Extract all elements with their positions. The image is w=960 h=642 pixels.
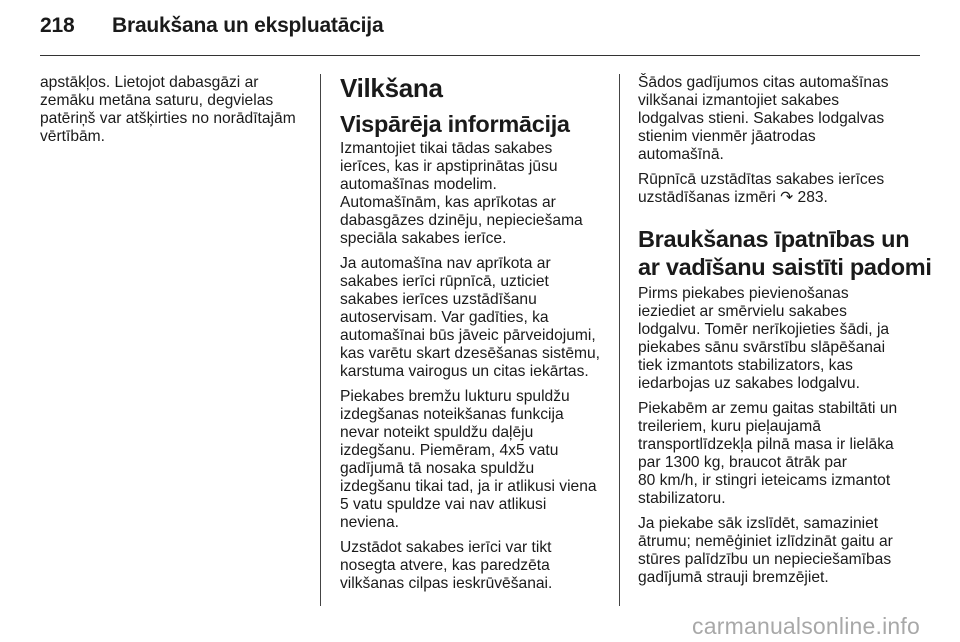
column-3: [638, 74, 932, 594]
paragraph: [340, 388, 610, 532]
text-line: Automašīnām, kas aprīkotas ar: [340, 194, 556, 211]
text-line: treileriem, kuru pieļaujamā: [638, 418, 821, 435]
text-line: izdegšanu tikai tad, ja ir atlikusi viena: [340, 478, 597, 495]
paragraph: [340, 140, 610, 248]
subsection-heading: [638, 225, 932, 281]
text-line: speciāla sakabes ierīce.: [340, 230, 507, 247]
text-line: ieziediet ar smērvielu sakabes: [638, 303, 847, 320]
text-line: Pirms piekabes pievienošanas: [638, 285, 849, 302]
text-line: Piekabes bremžu lukturu spuldžu: [340, 388, 570, 405]
text-line: tiek izmantots stabilizators, kas: [638, 357, 853, 374]
text-line: piekabes sānu svārstību slāpēšanai: [638, 339, 886, 356]
text-line: par 1300 kg, braucot ātrāk par: [638, 454, 847, 471]
text-line: izdegšanas noteikšanas funkcija: [340, 406, 564, 423]
text-line: patēriņš var atšķirties no norādītajām: [40, 110, 296, 127]
paragraph: [40, 74, 310, 146]
text-line: Ja piekabe sāk izslīdēt, samaziniet: [638, 515, 879, 532]
text-line: 80 km/h, ir stingri ieteicams izmantot: [638, 472, 891, 489]
text-line: sakabes ierīci rūpnīcā, uzticiet: [340, 273, 549, 290]
text-line: automašīnai būs jāveic pārveidojumi,: [340, 327, 596, 344]
column-1: [40, 74, 310, 153]
text-line: transportlīdzekļa pilnā masa ir lielāka: [638, 436, 894, 453]
paragraph: [638, 171, 923, 207]
text-line: sakabes ierīces uzstādīšanu: [340, 291, 537, 308]
text-line: lodgalvu. Tomēr nerīkojieties šādi, ja: [638, 321, 890, 338]
text-line: stabilizatoru.: [638, 490, 726, 507]
text-line: vilkšanas cilpas ieskrūvēšanai.: [340, 575, 553, 592]
text-line: automašīnā.: [638, 146, 724, 163]
text-line: Šādos gadījumos citas automašīnas: [638, 74, 889, 91]
paragraph: [340, 255, 610, 381]
text-line: iedarbojas uz sakabes lodgalvu.: [638, 375, 860, 392]
text-line: Rūpnīcā uzstādītas sakabes ierīces: [638, 171, 885, 188]
header-rule: [40, 55, 920, 56]
text-line: stūres palīdzību un nepieciešamības: [638, 551, 892, 568]
text-line: gadījumā tā nosaka spuldžu: [340, 460, 535, 477]
column-divider-1: [320, 74, 321, 606]
text-line: karstuma vairogus un citas iekārtas.: [340, 363, 589, 380]
page-header: [40, 14, 383, 38]
text-line: neviena.: [340, 514, 399, 531]
text-line: vilkšanai izmantojiet sakabes: [638, 92, 840, 109]
text-line: Piekabēm ar zemu gaitas stabiltāti un: [638, 400, 898, 417]
text-line: nevar noteikt spuldžu daļēju: [340, 424, 534, 441]
text-line: autoservisam. Var gadīties, ka: [340, 309, 549, 326]
text-line: Uzstādot sakabes ierīci var tikt: [340, 539, 552, 556]
column-2: [340, 74, 610, 600]
text-line: ierīces, kas ir apstiprinātas jūsu: [340, 158, 558, 175]
section-heading: Vilkšana: [340, 73, 443, 103]
paragraph: [638, 285, 923, 393]
text-line: Ja automašīna nav aprīkota ar: [340, 255, 551, 272]
page-number: 218: [40, 14, 75, 37]
paragraph: [638, 515, 923, 587]
paragraph: [638, 400, 923, 508]
paragraph: [340, 539, 610, 593]
text-line: lodgalvas stieni. Sakabes lodgalvas: [638, 110, 885, 127]
subsection-heading: Vispārēja informācija: [340, 111, 570, 137]
heading-line: Braukšanas īpatnības un: [638, 226, 910, 252]
text-line: stienim vienmēr jāatrodas: [638, 128, 816, 145]
text-line: kas varētu skart dzesēšanas sistēmu,: [340, 345, 601, 362]
text-line: vērtībām.: [40, 128, 105, 145]
text-line: 5 vatu spuldze vai nav atlikusi: [340, 496, 547, 513]
paragraph: [638, 74, 923, 164]
text-line: gadījumā strauji bremzējiet.: [638, 569, 829, 586]
watermark: carmanualsonline.info: [692, 613, 920, 639]
text-line: automašīnas modelim.: [340, 176, 497, 193]
text-line: apstākļos. Lietojot dabasgāzi ar: [40, 74, 259, 91]
text-line: Izmantojiet tikai tādas sakabes: [340, 140, 553, 157]
text-line: ātrumu; nemēģiniet izlīdzināt gaitu ar: [638, 533, 893, 550]
column-divider-2: [619, 74, 620, 606]
heading-line: ar vadīšanu saistīti padomi: [638, 254, 932, 280]
text-line: uzstādīšanas izmēri ↷ 283.: [638, 189, 828, 206]
section-title: Braukšana un ekspluatācija: [112, 14, 384, 37]
text-line: nosegta atvere, kas paredzēta: [340, 557, 550, 574]
text-line: dabasgāzes dzinēju, nepieciešama: [340, 212, 583, 229]
text-line: zemāku metāna saturu, degvielas: [40, 92, 274, 109]
text-line: izdegšanu. Piemēram, 4x5 vatu: [340, 442, 559, 459]
